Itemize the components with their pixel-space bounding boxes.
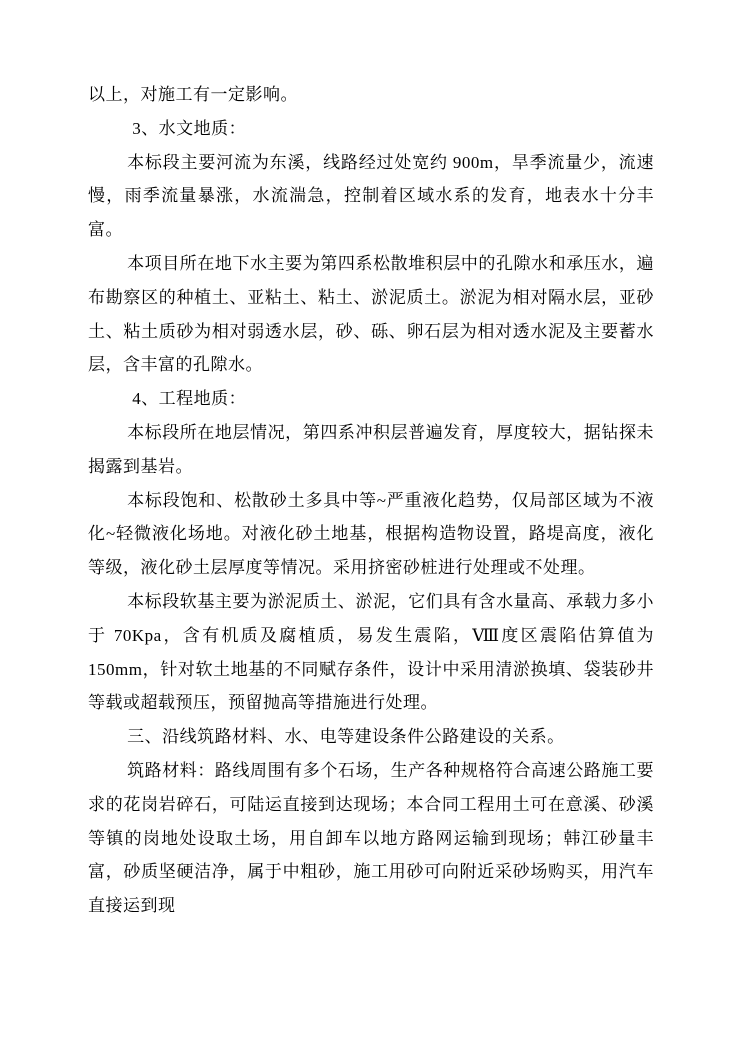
paragraph-strata: 本标段所在地层情况，第四系冲积层普遍发育，厚度较大，据钻探未揭露到基岩。 [88,422,654,476]
paragraph-soft-foundation: 本标段软基主要为淤泥质土、淤泥，它们具有含水量高、承载力多小于 70Kpa，含有机质及腐植质，易发生震陷，Ⅷ度区震陷估算值为 150mm，针对软土地基的不同赋存条件，设计中采用清淤换填、袋装砂井等载或超载预压，预留抛高等措施进行处理。 [88,591,654,713]
paragraph-river: 本标段主要河流为东溪，线路经过处宽约 900m，旱季流量少，流速慢，雨季流量暴涨，水流湍急，控制着区域水系的发育，地表水十分丰富。 [88,152,654,240]
paragraph-road-materials: 筑路材料：路线周围有多个石场，生产各种规格符合高速公路施工要求的花岗岩碎石，可陆运直接到达现场；本合同工程用土可在意溪、砂溪等镇的岗地处设取土场，用自卸车以地方路网运输到现场；韩江砂量丰富，砂质坚硬洁净，属于中粗砂，施工用砂可向附近采砂场购买，用汽车直接运到现 [88,760,654,916]
paragraph-liquefaction: 本标段饱和、松散砂土多具中等~严重液化趋势，仅局部区域为不液化~轻微液化场地。对液化砂土地基，根据构造物设置，路堤高度，液化等级，液化砂土层厚度等情况。采用挤密砂桩进行处理或不处理。 [88,490,654,578]
document-body [88,78,654,923]
heading-engineering-geology: 4、工程地质： [132,389,247,409]
paragraph-groundwater: 本项目所在地下水主要为第四系松散堆积层中的孔隙水和承压水，遍布勘察区的种植土、亚粘土、粘土、淤泥质土。淤泥为相对隔水层，亚砂土、粘土质砂为相对弱透水层，砂、砾、卵石层为相对透水泥及主要蓄水层，含丰富的孔隙水。 [88,253,654,375]
heading-hydrogeology: 3、水文地质： [132,118,247,138]
heading-construction-materials: 三、沿线筑路材料、水、电等建设条件公路建设的关系。 [127,727,565,747]
paragraph-continuation: 以上，对施工有一定影响。 [88,85,298,104]
